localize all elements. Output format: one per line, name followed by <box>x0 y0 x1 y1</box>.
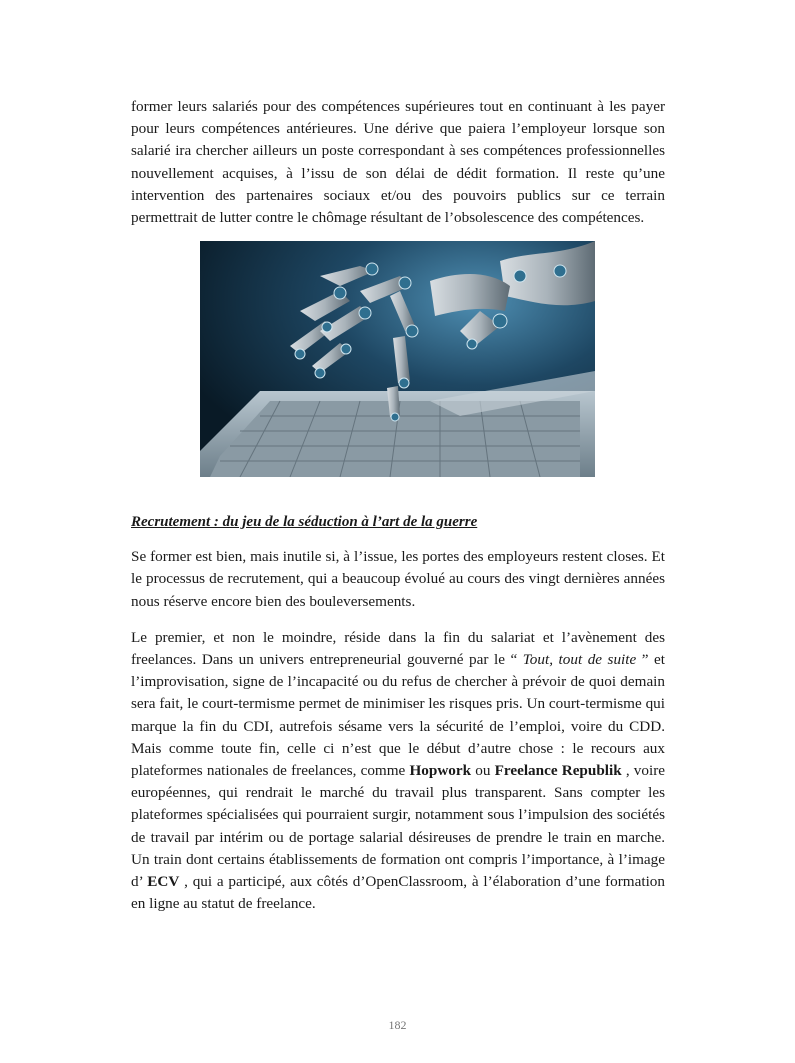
quote-text: Tout, tout de suite <box>522 651 637 669</box>
robot-hand-typing-on-laptop-image <box>200 241 595 477</box>
paragraph-3-text: ou <box>471 762 495 780</box>
paragraph-3-text: , qui a participé, aux côtés d’OpenClassroom, à l’élaboration d’une formation en ligne au statut de freelance. <box>131 873 665 913</box>
paragraph-3-text: Le premier, et non le moindre, réside dans la fin du salariat et l’avènement des freelances. Dans un univers entrepreneurial gouverné par le “ <box>131 628 665 669</box>
brand-ecv: ECV <box>147 873 180 891</box>
brand-freelance-republik: Freelance Republik <box>494 762 622 780</box>
paragraph-2: Se former est bien, mais inutile si, à l’issue, les portes des employeurs restent closes. Et le processus de recrutement, qui a beaucoup évolué au cours des vingt dernières années nous réserve encore bien des bouleversements. <box>131 548 665 610</box>
paragraph-intro: former leurs salariés pour des compétences supérieures tout en continuant à les payer pour leurs compétences antérieures. Une dérive que paiera l’employeur lorsque son salarié ira chercher ailleurs un poste correspondant à ses compétences professionnelles nouvellement acquises, à l’issu de son délai de dédit formation. Il reste qu’une intervention des partenaires sociaux et/ou des pouvoirs publics sur ce terrain permettrait de lutter contre le chômage résultant de l’obsolescence des compétences. <box>131 98 665 227</box>
paragraph-3-text: ” et l’improvisation, signe de l’incapacité ou du refus de chercher à prévoir de quoi demain sera fait, le court-termisme permet de minimiser les risques pris. Un court-termisme qui marque la fin du CDI, autrefois sésame vers la sécurité de l’emploi, voire du CDD. Mais comme toute fin, celle ci n’est que le début d’autre chose : le recours aux plateformes nationales de freelances, comme <box>131 651 666 780</box>
page-content <box>131 96 665 915</box>
brand-hopwork: Hopwork <box>409 762 472 780</box>
section-heading: Recrutement : du jeu de la séduction à l’art de la guerre <box>131 514 478 531</box>
paragraph-3 <box>131 627 665 916</box>
paragraph-3-text: , voire européennes, qui rendrait le marché du travail plus transparent. Sans compter les plateformes spécialisées qui pourraient surgir, notamment sous l’impulsion des sociétés de travail par intérim ou de portage salarial désireuses de prendre le train en marche. Un train dont certains établissements de formation ont compris l’importance, à l’image d’ <box>131 762 666 891</box>
page-number: 182 <box>388 1018 407 1032</box>
